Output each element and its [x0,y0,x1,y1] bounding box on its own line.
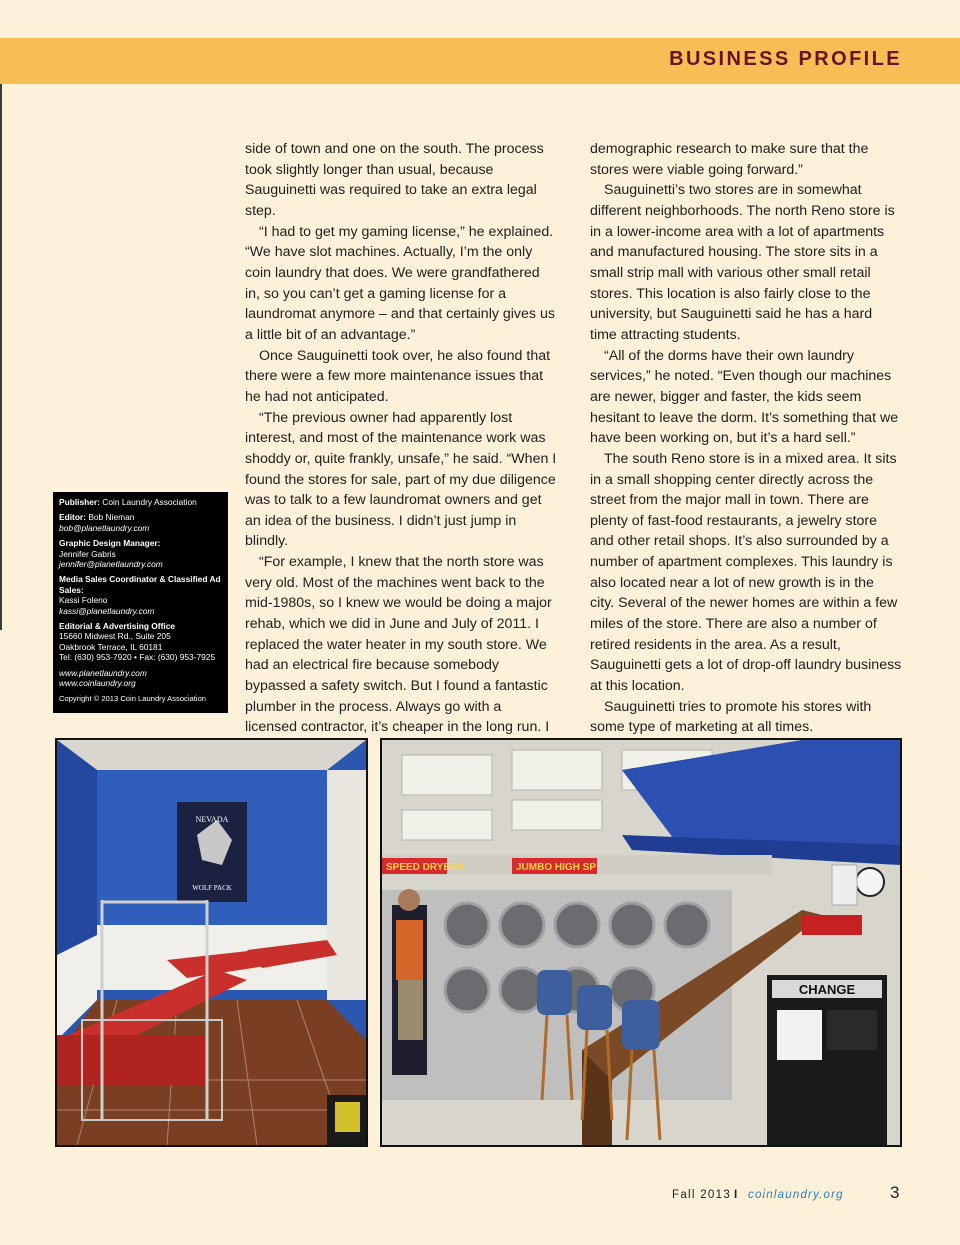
masthead-web [59,668,222,689]
article-paragraph: “The previous owner had apparently lost interest, and most of the maintenance work was shoddy or, quite frankly, unsafe,” he said. “When I found the stores for sale, part of my due diligence was to talk to a few laundromat owners and get an idea of the business. I didn’t just jump in blindly. [245,409,557,550]
masthead-phone: Tel: (630) 953-7920 • Fax: (630) 953-7925 [59,652,216,663]
masthead-publisher [59,497,222,507]
article-column-right [590,139,902,738]
design-email-link[interactable]: jennifer@planetlaundry.com [59,559,163,570]
banner-text-wolfpack: WOLF PACK [192,884,232,892]
editor-email-link[interactable]: bob@planetlaundry.com [59,522,150,533]
masthead-value: Kassi Foleno [59,595,108,606]
masthead-label: Media Sales Coordinator & Classified Ad Sales: [59,574,221,595]
article-paragraph: Once Sauguinetti took over, he also found that there were a few more maintenance issues that he had not anticipated. [245,347,551,405]
masthead-label: Editorial & Advertising Office [59,621,176,632]
masthead-copyright: Copyright © 2013 Coin Laundry Association [59,693,207,703]
article-column-left [245,139,557,759]
article-paragraph: demographic research to make sure that the stores were viable going forward.” [590,141,869,178]
footer-issue: Fall 2013 [672,1189,732,1201]
photo-seating-illustration [57,740,366,1145]
masthead-value: Coin Laundry Association [102,497,197,507]
masthead-label: Editor: [59,512,86,523]
web-link-coinlaundry[interactable]: www.coinlaundry.org [59,678,136,689]
photo-interior-illustration [382,740,900,1145]
article-paragraph: “For example, I knew that the north store was very old. Most of the machines went back to the mid-1980s, so I knew we would be doing a major rehab, which we did in June and July of 2011. I replaced the water heater in my south store. We had an electrical fire because somebody bypassed a safety switch. But I found a fantastic plumber in the process. Always go with a licensed contractor, it’s cheaper in the long run. I [245,554,552,736]
web-link-planetlaundry[interactable]: www.planetlaundry.com [59,667,147,678]
masthead-sales [59,574,222,616]
sign-jumbo-high: JUMBO HIGH SP [516,862,597,873]
masthead-design [59,538,222,569]
banner-text-nevada: NEVADA [195,815,229,824]
article-paragraph: “I had to get my gaming license,” he explained. “We have slot machines. Actually, I’m the only coin laundry that does. We were grandfathered in, so you can’t get a gaming license for a laundromat anymore – and that certainly gives us a little bit of an advantage.” [245,223,555,343]
page-number: 3 [890,1183,900,1202]
article-paragraph: Sauguinetti tries to promote his stores with some type of marketing at all times. [590,698,872,736]
masthead-editor [59,512,222,533]
footer-site-link[interactable]: coinlaundry.org [748,1189,844,1201]
section-header-band [0,38,960,84]
article-paragraph: “All of the dorms have their own laundry services,” he noted. “Even though our machines are newer, bigger and faster, the kids seem hesitant to leave the dorm. It’s something that we have been working on, but it’s a hard sell.” [590,347,899,447]
photo-laundromat-seating [55,738,368,1147]
article-paragraph: Sauguinetti’s two stores are in somewhat different neighborhoods. The north Reno store is in a lower-income area with a lot of apartments and manufactured housing. The store sits in a small strip mall with various other small retail stores. This location is also fairly close to the university, but Sauguinetti said he has a hard time attracting students. [590,182,895,343]
masthead-value: Jennifer Gabris [59,548,116,559]
sales-email-link[interactable]: kassi@planetlaundry.com [59,605,155,616]
article-paragraph: side of town and one on the south. The process took slightly longer than usual, because Sauguinetti was required to take an extra legal step. [245,141,544,219]
masthead-label: Graphic Design Manager: [59,538,161,549]
masthead-box [53,492,228,713]
photo-laundromat-interior [380,738,902,1147]
change-machine-sign: CHANGE [798,982,856,997]
masthead-address: 15660 Midwest Rd., Suite 205 [59,631,171,642]
article-paragraph: The south Reno store is in a mixed area. It sits in a small shopping center directly across the street from the major mall in town. There are plenty of fast-food restaurants, a jewelry store and other retail shops. It’s also surrounded by a number of apartment complexes. This laundry is also located near a lot of new growth is in the city. Several of the newer homes are within a few miles of the store. There are also a number of retired residents in the area. As a result, Sauguinetti gets a lot of drop-off laundry business at this location. [590,450,902,695]
sign-speed-dryers: SPEED DRYERS [386,862,464,873]
page-edge-line [0,40,2,630]
masthead-address: Oakbrook Terrace, IL 60181 [59,641,163,652]
footer-separator: I [734,1189,738,1201]
masthead-office [59,621,222,663]
section-title: BUSINESS PROFILE [669,48,902,70]
masthead-label: Publisher: [59,497,100,507]
masthead-value: Bob Nieman [88,512,135,523]
